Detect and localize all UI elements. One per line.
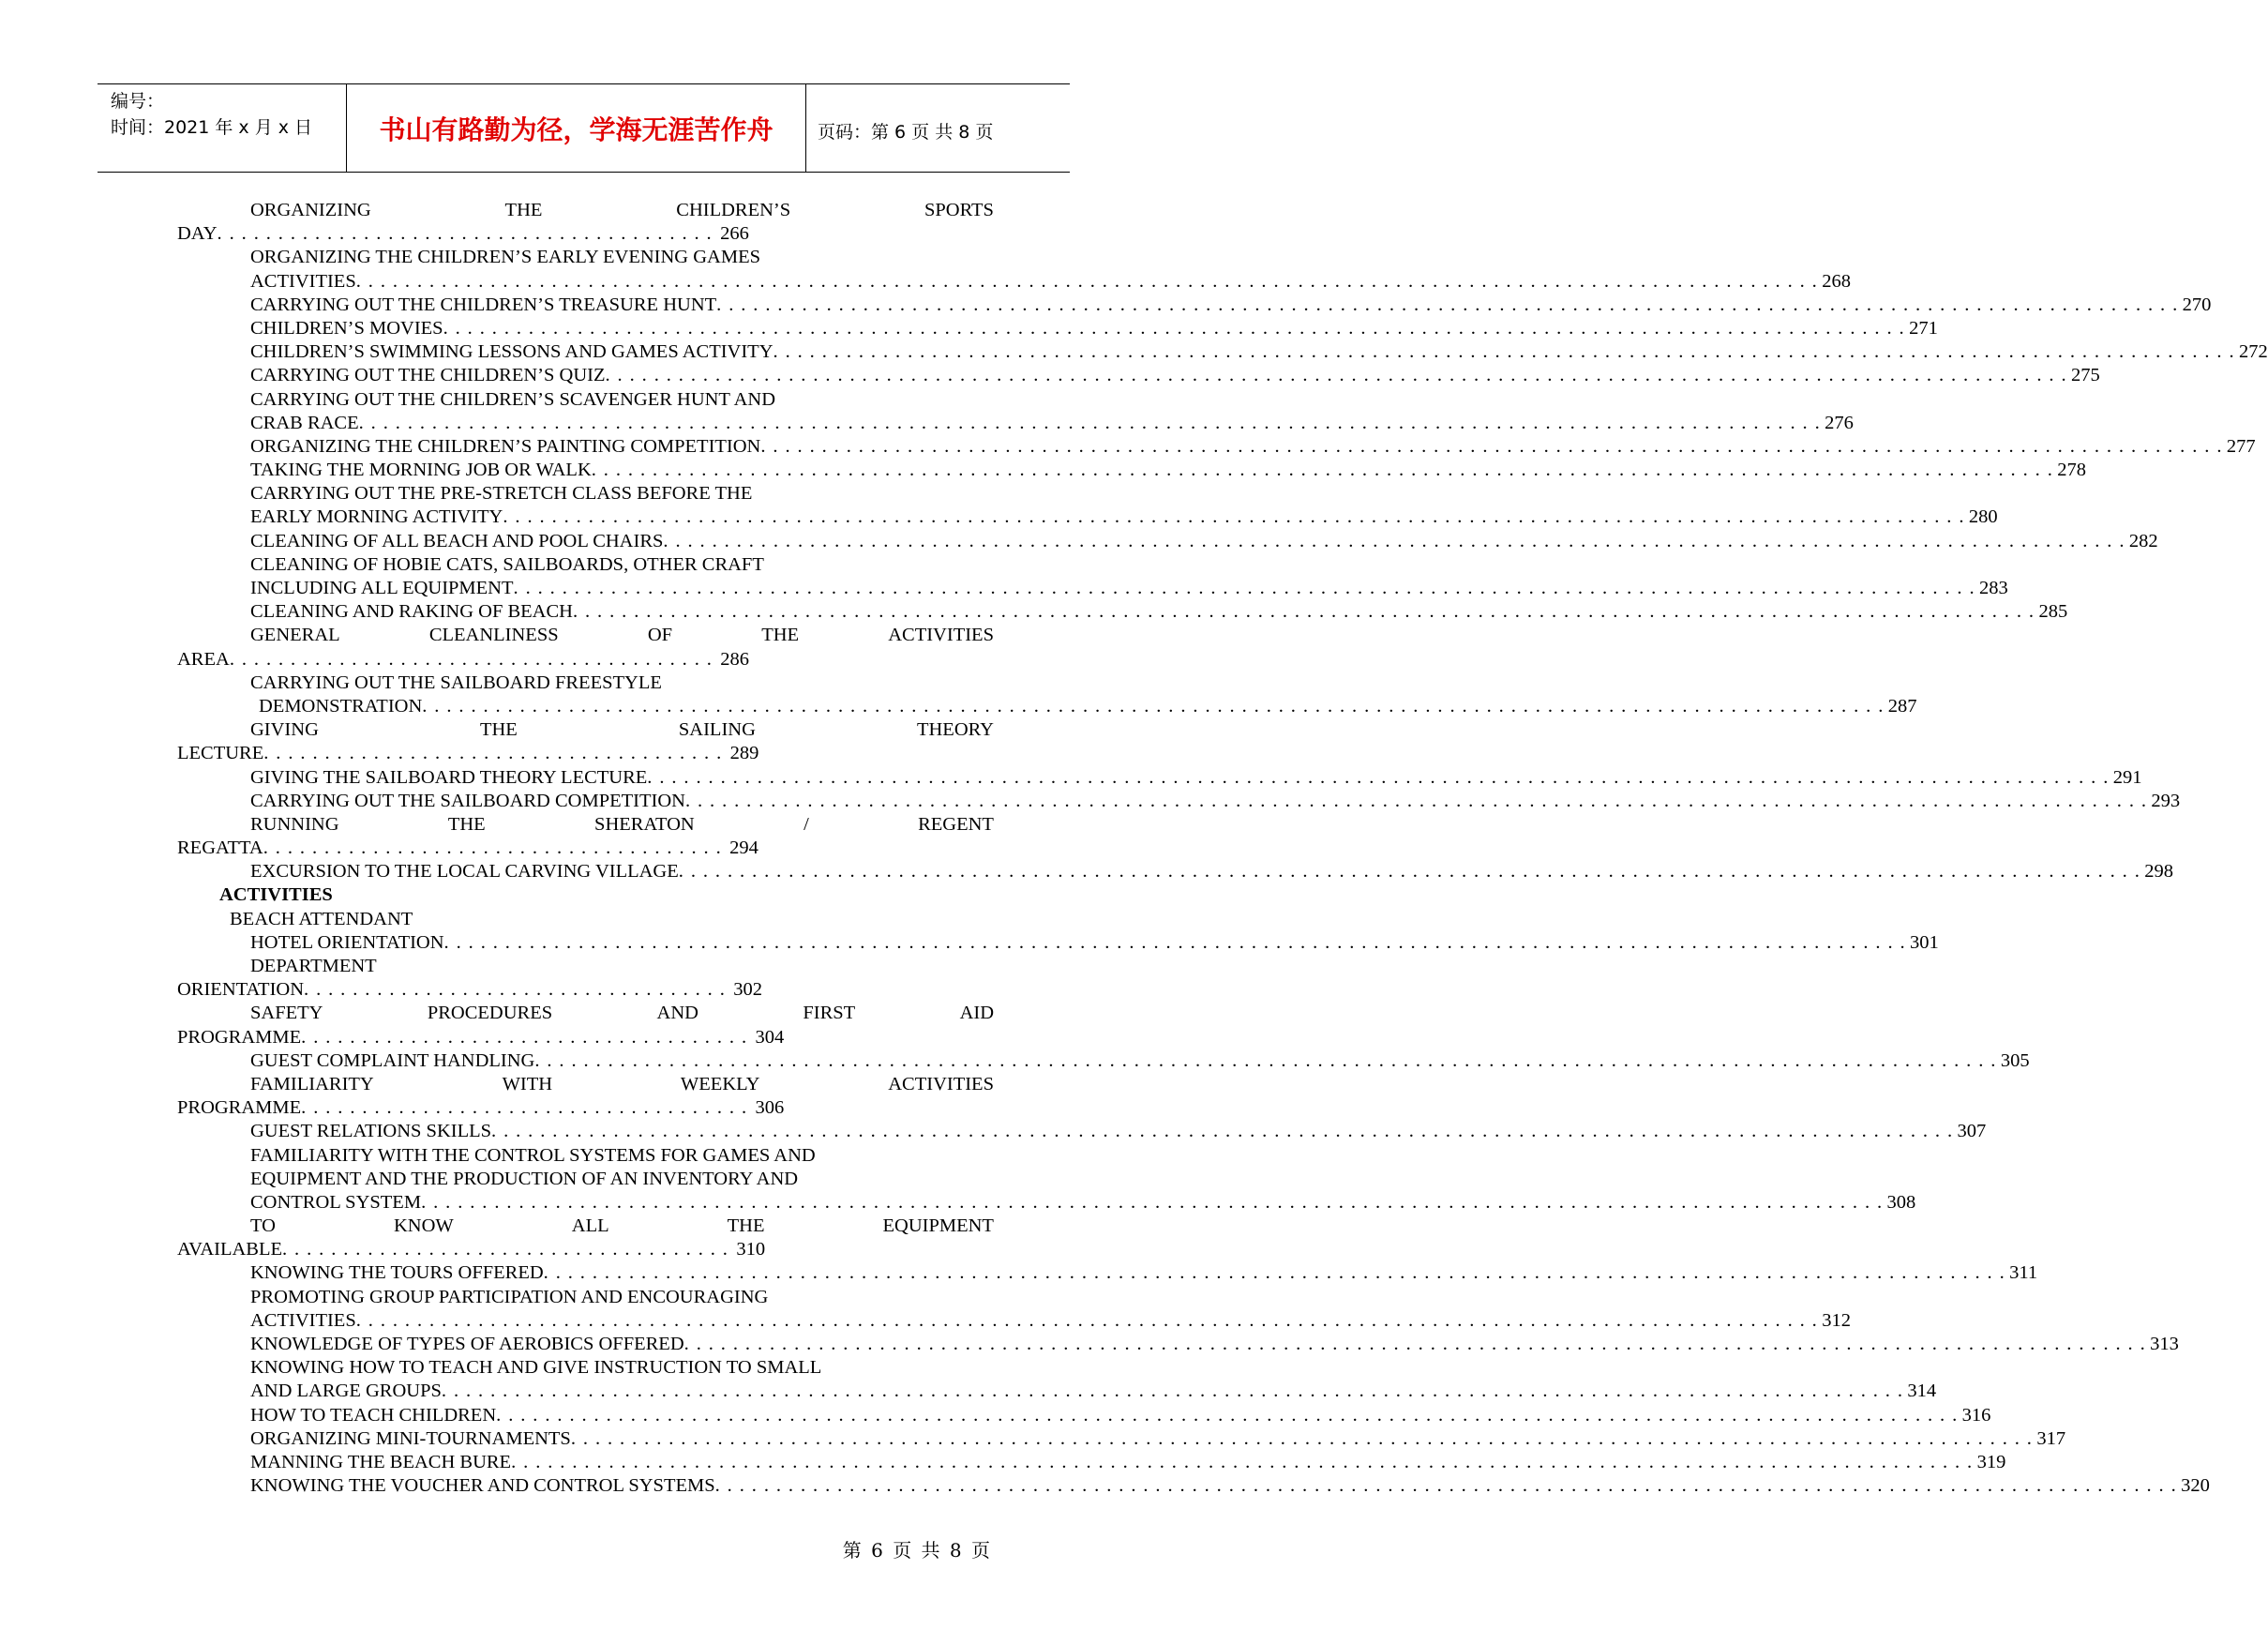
toc-leader-dots: . . . . . . . . . . . . . . . . . . . . . . . . . . . . . . . . . . . . . . . . . . . . . . . . . . . . . . . . . . . . . . . . . . . . . . . . . . . . . . . . . . . . . . . . . . . . . . . . . . . . . . . . . . . . . . . . . . . . . . . .	[355, 270, 1819, 292]
toc-word: EQUIPMENT	[882, 1215, 994, 1237]
toc-entry-page: 313	[2150, 1334, 2179, 1354]
toc-entry-continuation	[177, 742, 1164, 765]
toc-entry-title: LECTURE	[177, 743, 264, 764]
toc-word: SPORTS	[924, 200, 994, 220]
toc-leader-dots: . . . . . . . . . . . . . . . . . . . . . . . . . . . . . . . . . . . . . . . . . . . . . . . . . . . . . . . . . . . . . . . . . . . . . . . . . . . . . . . . . . . . . . . . . . . . . . . . . . . . . . . . . . . . . . . . . . . . . . . .	[358, 412, 1822, 433]
toc-entry	[250, 459, 2086, 482]
toc-entry-continuation	[177, 1026, 1164, 1049]
toc-leader-dots: . . . . . . . . . . . . . . . . . . . . . . . . . . . . . . . . . . . . . . . . . . . . . . . . . . . . . . . . . . . . . . . . . . . . . . . . . . . . . . . . . . . . . . . . . . . . . . . . . . . . . . . . . . . . . . . . . . . . . . . .	[605, 365, 2067, 386]
toc-word: TO	[250, 1215, 276, 1237]
toc-entry-page: 306	[755, 1097, 785, 1119]
toc-word: AID	[959, 1003, 994, 1024]
toc-entry-page: 298	[2144, 861, 2173, 883]
toc-section-heading: ACTIVITIES	[219, 884, 333, 906]
toc-entry-page: 285	[2038, 601, 2068, 623]
toc-entry-page: 294	[729, 838, 759, 859]
toc-entry-line: CARRYING OUT THE PRE-STRETCH CLASS BEFORE THE	[250, 483, 753, 505]
toc-word: WEEKLY	[680, 1073, 760, 1094]
toc-word: SAFETY	[250, 1003, 323, 1024]
toc-entry-page: 277	[2226, 435, 2256, 457]
toc-entry-title: ACTIVITIES	[250, 270, 356, 292]
toc-leader-dots: . . . . . . . . . . . . . . . . . . . . . . . . . . . . . . . . . . . . . . . . . . . . . . . . . . . . . . . . . . . . . . . . . . . . . . . . . . . . . . . . . . . . . . . . . . . . . . . . . . . . . . . . . . . . . . . . . . . . . . . .	[513, 578, 1975, 598]
toc-leader-dots: . . . . . . . . . . . . . . . . . . . . . . . . . . . . . . . . . . . . . . . . . . . . . . . . . . . . . . . . . . . . . . . . . . . . . . . . . . . . . . . . . . . . . . . . . . . . . . . . . . . . . . . . . . . . . . . . . . . . . . . .	[496, 1404, 1959, 1426]
toc-word: THEORY	[916, 719, 994, 741]
toc-entry-page: 301	[1910, 931, 1939, 953]
toc-entry-title: CHILDREN’S SWIMMING LESSONS AND GAMES ACTIVITY	[250, 341, 774, 363]
toc-leader-dots: . . . . . . . . . . . . . . . . . . . . . . . . . . . . . . . . . . . . . . . . .	[217, 223, 713, 245]
toc-entry-title: HOTEL ORIENTATION	[250, 931, 444, 953]
toc-entry-line: KNOWING HOW TO TEACH AND GIVE INSTRUCTION TO SMALL	[250, 1357, 822, 1379]
toc-entry	[250, 506, 1998, 529]
toc-entry-title: ORGANIZING THE CHILDREN’S PAINTING COMPETITION	[250, 435, 761, 457]
toc-entry-title: ORGANIZING MINI-TOURNAMENTS	[250, 1427, 571, 1449]
toc-word: THE	[761, 625, 800, 646]
toc-word: FAMILIARITY	[250, 1073, 374, 1094]
toc-leader-dots: . . . . . . . . . . . . . . . . . . . . . . . . . . . . . . . . . . . . . . . . . . . . . . . . . . . . . . . . . . . . . . . . . . . . . . . . . . . . . . . . . . . . . . . . . . . . . . . . . . . . . . . . . . . . . . . . . . . . . . . .	[443, 931, 1907, 953]
toc-entry-page: 287	[1887, 695, 1917, 717]
toc-entry-page: 271	[1909, 317, 1938, 339]
toc-entry-justified	[250, 813, 994, 837]
toc-word: ORGANIZING	[250, 200, 371, 220]
toc-entry	[250, 1309, 1851, 1333]
toc-entry-page: 314	[1907, 1381, 1937, 1402]
toc-entry-title: EARLY MORNING ACTIVITY	[250, 506, 503, 528]
toc-entry-continuation	[177, 648, 1164, 672]
toc-entry-continuation	[177, 1096, 1164, 1120]
toc-word: GIVING	[250, 719, 319, 741]
toc-word: AND	[656, 1003, 698, 1024]
toc-word: OF	[647, 625, 673, 646]
toc-leader-dots: . . . . . . . . . . . . . . . . . . . . . . . . . . . . . . . . . . . . . . . . . . . . . . . . . . . . . . . . . . . . . . . . . . . . . . . . . . . . . . . . . . . . . . . . . . . . . . . . . . . . . . . . . . . . . . . . . . . . . . . .	[678, 861, 2141, 883]
toc-leader-dots: . . . . . . . . . . . . . . . . . . . . . . . . . . . . . . . . . . . . . . . . . . . . . . . . . . . . . . . . . . . . . . . . . . . . . . . . . . . . . . . . . . . . . . . . . . . . . . . . . . . . . . . . . . . . . . . . . . . . . . . .	[647, 766, 2110, 788]
toc-word: THE	[727, 1215, 765, 1237]
toc-entry-line: ORGANIZING THE CHILDREN’S EARLY EVENING GAMES	[250, 247, 761, 268]
toc-leader-dots: . . . . . . . . . . . . . . . . . . . . . . . . . . . . . . . . . . . . .	[301, 1097, 748, 1119]
toc-entry-justified	[250, 718, 994, 742]
toc-entry	[250, 766, 2142, 790]
toc-entry	[250, 860, 2173, 883]
toc-entry-title: MANNING THE BEACH BURE	[250, 1451, 512, 1472]
toc-entry-line: CARRYING OUT THE SAILBOARD FREESTYLE	[250, 672, 662, 693]
toc-leader-dots: . . . . . . . . . . . . . . . . . . . . . . . . . . . . . . . . . . . . . . . . . . . . . . . . . . . . . . . . . . . . . . . . . . . . . . . . . . . . . . . . . . . . . . . . . . . . . . . . . . . . . . . . . . . . . . . . . . . . . . . .	[443, 317, 1906, 339]
toc-word: FIRST	[803, 1003, 856, 1024]
toc-entry-line: FAMILIARITY WITH THE CONTROL SYSTEMS FOR GAMES AND	[250, 1144, 816, 1166]
toc-entry-continuation	[177, 1238, 1164, 1261]
toc-entry-page: 270	[2182, 294, 2212, 315]
header-divider-right	[805, 83, 806, 172]
toc-leader-dots: . . . . . . . . . . . . . . . . . . . . . . . . . . . . . . . . . . . . . .	[263, 743, 723, 764]
toc-entry-page: 266	[720, 223, 749, 245]
toc-entry-page: 311	[2009, 1262, 2038, 1284]
toc-entry-justified	[250, 1002, 994, 1025]
toc-entry-title: TAKING THE MORNING JOB OR WALK	[250, 460, 592, 481]
toc-word: RUNNING	[250, 813, 339, 835]
toc-entry-page: 304	[755, 1026, 785, 1048]
toc-leader-dots: . . . . . . . . . . . . . . . . . . . . . . . . . . . . . . . . . . . . . . . . . . . . . . . . . . . . . . . . . . . . . . . . . . . . . . . . . . . . . . . . . . . . . . . . . . . . . . . . . . . . . . . . . . . . . . . . . . . . . . . .	[421, 1191, 1884, 1213]
toc-entry-title: CRAB RACE	[250, 412, 359, 433]
toc-entry-line: EQUIPMENT AND THE PRODUCTION OF AN INVENTORY AND	[250, 1168, 799, 1189]
header-top-rule	[98, 83, 1070, 84]
toc-entry-title: CLEANING AND RAKING OF BEACH	[250, 601, 573, 623]
toc-entry-title: CARRYING OUT THE CHILDREN’S QUIZ	[250, 365, 606, 386]
toc-leader-dots: . . . . . . . . . . . . . . . . . . . . . . . . . . . . . . . . . . . . . . . . . . . . . . . . . . . . . . . . . . . . . . . . . . . . . . . . . . . . . . . . . . . . . . . . . . . . . . . . . . . . . . . . . . . . . . . . . . . . . . . .	[591, 460, 2054, 481]
header-meta	[111, 88, 312, 141]
toc-entry	[250, 1427, 2066, 1451]
toc-word: THE	[479, 719, 518, 741]
toc-leader-dots: . . . . . . . . . . . . . . . . . . . . . . . . . . . . . . . . . . . . . .	[263, 838, 723, 859]
toc-entry-continuation	[177, 222, 1164, 246]
toc-word: CHILDREN’S	[676, 200, 791, 220]
toc-entry-page: 307	[1957, 1121, 1987, 1142]
toc-entry-title: DEMONSTRATION	[259, 695, 423, 717]
toc-entry-title: KNOWLEDGE OF TYPES OF AEROBICS OFFERED	[250, 1334, 684, 1354]
toc-entry	[259, 695, 1917, 718]
toc-entry-page: 319	[1976, 1451, 2006, 1472]
toc-entry-justified	[250, 1215, 994, 1238]
toc-entry	[250, 1404, 1991, 1427]
toc-entry	[250, 1474, 2210, 1498]
toc-entry	[250, 317, 1938, 340]
toc-word: WITH	[502, 1073, 553, 1094]
toc-entry-title: KNOWING THE VOUCHER AND CONTROL SYSTEMS	[250, 1475, 715, 1497]
header-motto: 书山有路勤为径，学海无涯苦作舟	[379, 114, 774, 145]
toc-entry	[250, 1451, 2006, 1474]
toc-entry-title: HOW TO TEACH CHILDREN	[250, 1404, 497, 1426]
toc-leader-dots: . . . . . . . . . . . . . . . . . . . . . . . . . . . . . . . . . . . . . . . . . . . . . . . . . . . . . . . . . . . . . . . . . . . . . . . . . . . . . . . . . . . . . . . . . . . . . . . . . . . . . . . . . . . . . . . . . . . . . . . .	[773, 341, 2235, 363]
toc-entry-title: REGATTA	[177, 838, 263, 859]
toc-entry	[250, 1191, 1916, 1215]
header-time-label: 时间：2021 年 x 月 x 日	[111, 117, 313, 138]
toc-entry-title: CARRYING OUT THE SAILBOARD COMPETITION	[250, 790, 685, 811]
toc-entry-line: CLEANING OF HOBIE CATS, SAILBOARDS, OTHER CRAFT	[250, 553, 764, 575]
toc-entry-title: EXCURSION TO THE LOCAL CARVING VILLAGE	[250, 861, 679, 883]
toc-word: /	[804, 813, 809, 835]
toc-subsection-heading: BEACH ATTENDANT	[230, 908, 413, 929]
toc-entry-page: 268	[1822, 270, 1851, 292]
toc-entry	[250, 931, 1939, 955]
toc-entry	[250, 340, 2268, 364]
toc-entry-title: ORIENTATION	[177, 979, 305, 1001]
toc-entry-line: DEPARTMENT	[250, 956, 377, 976]
toc-entry-page: 276	[1825, 412, 1854, 433]
toc-entry	[250, 1049, 2030, 1073]
toc-entry-title: INCLUDING ALL EQUIPMENT	[250, 578, 514, 598]
toc-entry-page: 302	[733, 979, 762, 1001]
toc-leader-dots: . . . . . . . . . . . . . . . . . . . . . . . . . . . . . . . . . . . . . . . . . . . . . . . . . . . . . . . . . . . . . . . . . . . . . . . . . . . . . . . . . . . . . . . . . . . . . . . . . . . . . . . . . . . . . . . . . . . . . . . .	[441, 1381, 1904, 1402]
toc-leader-dots: . . . . . . . . . . . . . . . . . . . . . . . . . . . . . . . . . . . . . . . . . . . . . . . . . . . . . . . . . . . . . . . . . . . . . . . . . . . . . . . . . . . . . . . . . . . . . . . . . . . . . . . . . . . . . . . . . . . . . . . .	[572, 601, 2035, 623]
toc-entry-justified	[250, 199, 994, 222]
toc-word: ACTIVITIES	[888, 1073, 994, 1094]
toc-entry-continuation	[177, 978, 1164, 1002]
toc-entry-title: CHILDREN’S MOVIES	[250, 317, 443, 339]
toc-leader-dots: . . . . . . . . . . . . . . . . . . . . . . . . . . . . . . . . . . . . . . . . . . . . . . . . . . . . . . . . . . . . . . . . . . . . . . . . . . . . . . . . . . . . . . . . . . . . . . . . . . . . . . . . . . . . . . . . . . . . . . . .	[543, 1262, 2006, 1284]
toc-entry-page: 293	[2151, 790, 2181, 811]
toc-entry-title: CLEANING OF ALL BEACH AND POOL CHAIRS	[250, 530, 664, 551]
toc-entry	[250, 1333, 2179, 1356]
toc-word: PROCEDURES	[427, 1003, 553, 1024]
toc-leader-dots: . . . . . . . . . . . . . . . . . . . . . . . . . . . . . . . . . . . . . . . . . . . . . . . . . . . . . . . . . . . . . . . . . . . . . . . . . . . . . . . . . . . . . . . . . . . . . . . . . . . . . . . . . . . . . . . . . . . . . . . .	[355, 1309, 1819, 1331]
toc-word: GENERAL	[250, 625, 340, 646]
toc-entry-line: CARRYING OUT THE CHILDREN’S SCAVENGER HUNT AND	[250, 388, 775, 410]
toc-leader-dots: . . . . . . . . . . . . . . . . . . . . . . . . . . . . . . . . . . . . . . . . . . . . . . . . . . . . . . . . . . . . . . . . . . . . . . . . . . . . . . . . . . . . . . . . . . . . . . . . . . . . . . . . . . . . . . . . . . . . . . . .	[503, 506, 1965, 528]
toc-entry-title: GUEST COMPLAINT HANDLING	[250, 1049, 535, 1071]
table-of-contents	[0, 199, 2268, 1498]
toc-entry-title: PROGRAMME	[177, 1026, 302, 1048]
toc-entry-page: 283	[1979, 578, 2008, 598]
toc-entry-page: 275	[2070, 365, 2100, 386]
toc-entry-page: 278	[2057, 460, 2086, 481]
toc-word: THE	[504, 200, 543, 220]
toc-leader-dots: . . . . . . . . . . . . . . . . . . . . . . . . . . . . . . . . . . . . . . . . . . . . . . . . . . . . . . . . . . . . . . . . . . . . . . . . . . . . . . . . . . . . . . . . . . . . . . . . . . . . . . . . . . . . . . . . . . . . . . . .	[491, 1121, 1954, 1142]
toc-entry-page: 272	[2239, 341, 2268, 363]
toc-entry	[250, 294, 2212, 317]
toc-entry-page: 317	[2036, 1427, 2066, 1449]
toc-word: CLEANLINESS	[428, 625, 559, 646]
toc-entry	[250, 577, 2008, 600]
toc-leader-dots: . . . . . . . . . . . . . . . . . . . . . . . . . . . . . . . . . . . . .	[282, 1239, 729, 1260]
toc-leader-dots: . . . . . . . . . . . . . . . . . . . . . . . . . . . . . . . . . . . . . . . . . . . . . . . . . . . . . . . . . . . . . . . . . . . . . . . . . . . . . . . . . . . . . . . . . . . . . . . . . . . . . . . . . . . . . . . . . . . . . . . .	[716, 294, 2179, 315]
toc-entry-title: DAY	[177, 223, 218, 245]
toc-leader-dots: . . . . . . . . . . . . . . . . . . . . . . . . . . . . . . . . . . . . . . . . . . . . . . . . . . . . . . . . . . . . . . . . . . . . . . . . . . . . . . . . . . . . . . . . . . . . . . . . . . . . . . . . . . . . . . . . . . . . . . . .	[663, 530, 2125, 551]
toc-entry-page: 312	[1822, 1309, 1851, 1331]
toc-entry-page: 286	[720, 648, 750, 670]
toc-entry-page: 289	[729, 743, 759, 764]
toc-entry	[250, 435, 2256, 459]
toc-word: REGENT	[918, 813, 994, 835]
toc-word: ACTIVITIES	[888, 625, 994, 646]
toc-entry-title: ACTIVITIES	[250, 1309, 356, 1331]
toc-leader-dots: . . . . . . . . . . . . . . . . . . . . . . . . . . . . . . . . . . . . . . . . . . . . . . . . . . . . . . . . . . . . . . . . . . . . . . . . . . . . . . . . . . . . . . . . . . . . . . . . . . . . . . . . . . . . . . . . . . . . . . . .	[714, 1475, 2178, 1497]
toc-leader-dots: . . . . . . . . . . . . . . . . . . . . . . . . . . . . . . . . . . . . . . . . . . . . . . . . . . . . . . . . . . . . . . . . . . . . . . . . . . . . . . . . . . . . . . . . . . . . . . . . . . . . . . . . . . . . . . . . . . . . . . . .	[684, 790, 2148, 811]
toc-leader-dots: . . . . . . . . . . . . . . . . . . . . . . . . . . . . . . . . . . . . .	[301, 1026, 748, 1048]
toc-entry	[250, 364, 2100, 387]
toc-entry-title: GIVING THE SAILBOARD THEORY LECTURE	[250, 766, 648, 788]
toc-word: KNOW	[393, 1215, 454, 1237]
footer-page-label: 第 6 页 共 8 页	[842, 1539, 992, 1562]
toc-word: SHERATON	[594, 813, 695, 835]
toc-entry-title: AND LARGE GROUPS	[250, 1381, 442, 1402]
header-divider-left	[346, 83, 347, 172]
toc-word: ALL	[571, 1215, 609, 1237]
toc-entry-justified	[250, 1073, 994, 1096]
toc-entry-page: 310	[736, 1239, 766, 1260]
toc-leader-dots: . . . . . . . . . . . . . . . . . . . . . . . . . . . . . . . . . . . . . . . .	[229, 648, 713, 670]
toc-entry-page: 282	[2128, 530, 2158, 551]
toc-leader-dots: . . . . . . . . . . . . . . . . . . . . . . . . . . . . . . . . . . . . . . . . . . . . . . . . . . . . . . . . . . . . . . . . . . . . . . . . . . . . . . . . . . . . . . . . . . . . . . . . . . . . . . . . . . . . . . . . . . . . . . . .	[760, 435, 2223, 457]
toc-entry	[250, 1261, 2038, 1285]
header-bottom-rule	[98, 172, 1070, 173]
toc-entry-page: 291	[2112, 766, 2142, 788]
toc-leader-dots: . . . . . . . . . . . . . . . . . . . . . . . . . . . . . . . . . . . . . . . . . . . . . . . . . . . . . . . . . . . . . . . . . . . . . . . . . . . . . . . . . . . . . . . . . . . . . . . . . . . . . . . . . . . . . . . . . . . . . . . .	[534, 1049, 1997, 1071]
toc-entry	[250, 530, 2158, 553]
toc-entry-continuation	[177, 837, 1164, 860]
toc-word: SAILING	[678, 719, 756, 741]
toc-entry-page: 320	[2181, 1475, 2210, 1497]
toc-entry-title: CARRYING OUT THE CHILDREN’S TREASURE HUNT	[250, 294, 717, 315]
toc-entry-page: 316	[1961, 1404, 1991, 1426]
toc-entry	[250, 270, 1851, 294]
toc-leader-dots: . . . . . . . . . . . . . . . . . . . . . . . . . . . . . . . . . . . . . . . . . . . . . . . . . . . . . . . . . . . . . . . . . . . . . . . . . . . . . . . . . . . . . . . . . . . . . . . . . . . . . . . . . . . . . . . . . . . . . . . .	[683, 1334, 2147, 1354]
header-page-label: 页码：第 6 页 共 8 页	[818, 122, 994, 143]
toc-word: THE	[447, 813, 486, 835]
toc-entry-page: 308	[1886, 1191, 1916, 1213]
toc-entry-page: 280	[1968, 506, 1998, 528]
toc-leader-dots: . . . . . . . . . . . . . . . . . . . . . . . . . . . . . . . . . . .	[304, 979, 727, 1001]
toc-entry-justified	[250, 624, 994, 647]
toc-entry	[250, 412, 1854, 435]
toc-entry	[250, 790, 2181, 813]
toc-leader-dots: . . . . . . . . . . . . . . . . . . . . . . . . . . . . . . . . . . . . . . . . . . . . . . . . . . . . . . . . . . . . . . . . . . . . . . . . . . . . . . . . . . . . . . . . . . . . . . . . . . . . . . . . . . . . . . . . . . . . . . . .	[422, 695, 1885, 717]
toc-leader-dots: . . . . . . . . . . . . . . . . . . . . . . . . . . . . . . . . . . . . . . . . . . . . . . . . . . . . . . . . . . . . . . . . . . . . . . . . . . . . . . . . . . . . . . . . . . . . . . . . . . . . . . . . . . . . . . . . . . . . . . . .	[511, 1451, 1974, 1472]
toc-entry-line: PROMOTING GROUP PARTICIPATION AND ENCOURAGING	[250, 1286, 769, 1307]
toc-entry-title: AREA	[177, 648, 230, 670]
toc-entry	[250, 1120, 1987, 1143]
toc-leader-dots: . . . . . . . . . . . . . . . . . . . . . . . . . . . . . . . . . . . . . . . . . . . . . . . . . . . . . . . . . . . . . . . . . . . . . . . . . . . . . . . . . . . . . . . . . . . . . . . . . . . . . . . . . . . . . . . . . . . . . . . .	[570, 1427, 2034, 1449]
toc-entry-page: 305	[2000, 1049, 2030, 1071]
toc-entry-title: GUEST RELATIONS SKILLS	[250, 1121, 492, 1142]
toc-entry-title: CONTROL SYSTEM	[250, 1191, 422, 1213]
toc-entry	[250, 600, 2068, 624]
header-number-label: 编号：	[111, 91, 165, 112]
toc-entry-title: AVAILABLE	[177, 1239, 282, 1260]
toc-entry	[250, 1380, 1937, 1403]
toc-entry-title: KNOWING THE TOURS OFFERED	[250, 1262, 544, 1284]
toc-entry-title: PROGRAMME	[177, 1097, 302, 1119]
